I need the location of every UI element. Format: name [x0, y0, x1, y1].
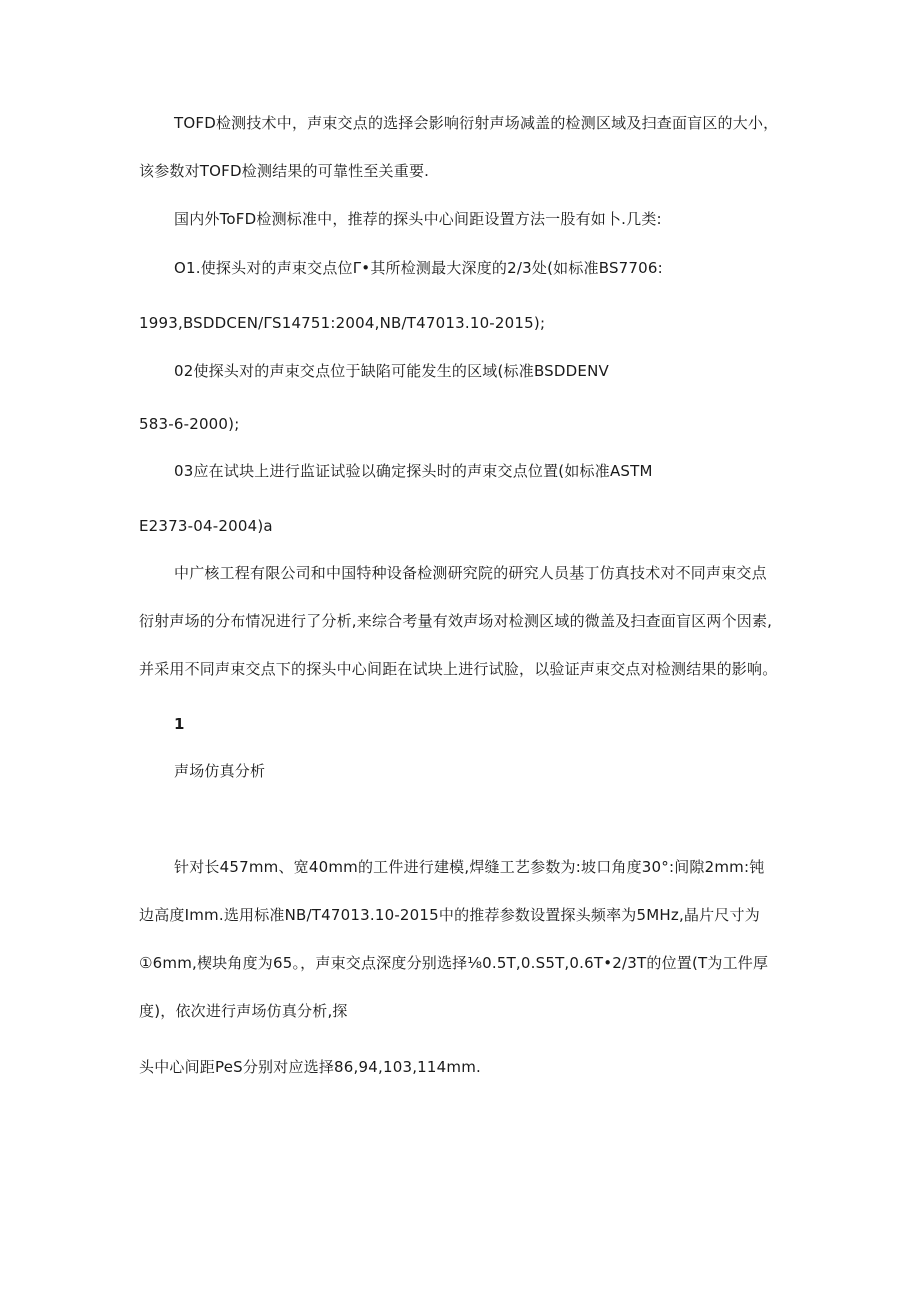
section-number: 1	[174, 715, 185, 733]
paragraph-4-line-3: ①6mm,楔块角度为65。，声束交点深度分别选择⅛0.5T,0.S5T,0.6T•2/3T的位置(T为工件厚	[139, 954, 769, 972]
paragraph-3-line-2: 衍射声场的分布情况进行了分析,来综合考量有效声场对检测区域的微盖及扫查面盲区两个因素,	[139, 612, 773, 630]
paragraph-4-line-4: 度)，依次进行声场仿真分析,探	[139, 1002, 348, 1020]
list-item-2-line-2: 583-6-2000);	[139, 415, 240, 433]
list-item-1-line-1: O1.使探头对的声束交点位Γ•其所检测最大深度的2/3处(如标准BS7706:	[174, 259, 663, 277]
paragraph-1-line-1: TOFD检测技术中，声束交点的选择会影响衍射声场减盖的检测区域及扫查面盲区的大小，	[174, 114, 779, 132]
list-item-2-line-1: 02使探头对的声束交点位于缺陷可能发生的区域(标准BSDDENV	[174, 362, 609, 380]
paragraph-1-line-2: 该参数对TOFD检测结果的可靠性至关重要.	[139, 162, 430, 180]
paragraph-3-line-1: 中广核工程有限公司和中国特种设备检测研究院的研究人员基丁仿真技术对不同声束交点	[174, 564, 767, 582]
paragraph-4-line-1: 针对长457mm、宽40mm的工件进行建模,焊缝工艺参数为:坡口角度30°:间隙2mm:钝	[174, 858, 765, 876]
list-item-3-line-1: 03应在试块上进行监证试验以确定探头时的声束交点位置(如标准ASTM	[174, 462, 653, 480]
list-item-3-line-2: E2373-04-2004)a	[139, 517, 273, 535]
paragraph-4-line-2: 边高度Imm.选用标准NB/T47013.10-2015中的推荐参数设置探头频率为5MHz,晶片尺寸为	[139, 906, 760, 924]
paragraph-3-line-3: 并采用不同声束交点下的探头中心间距在试块上进行试脸，以验证声束交点对检测结果的影响。	[139, 660, 778, 678]
section-title: 声场仿真分析	[174, 762, 266, 780]
paragraph-2: 国内外ToFD检测标准中，推荐的探头中心间距设置方法一股有如卜.几类:	[174, 210, 662, 228]
paragraph-5: 头中心间距PeS分别对应选择86,94,103,114mm.	[139, 1058, 481, 1076]
list-item-1-line-2: 1993,BSDDCEN/ΓS14751:2004,NB/T47013.10-2015);	[139, 314, 546, 332]
